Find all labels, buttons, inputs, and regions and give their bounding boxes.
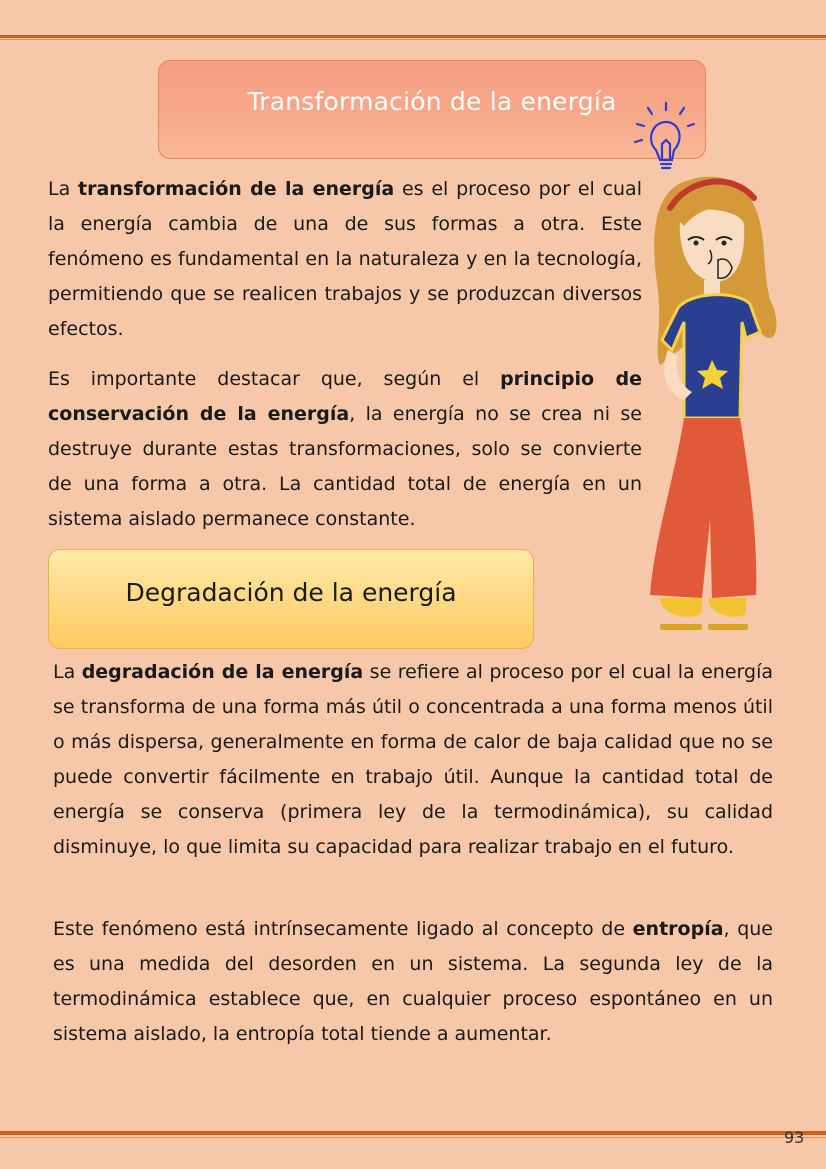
paragraph-degradation-definition: La degradación de la energía se refiere al proceso por el cual la energía se transforma de una forma más útil o concentrada a una forma menos útil o más dispersa, generalmente en forma de calor de baja calidad que no se puede convertir fácilmente en trabajo útil. Aunque la cantidad total de energía se conserva (primera ley de la termodinámica), su calidad disminuye, lo que limita su capacidad para realizar trabajo en el futuro. [53, 661, 773, 858]
paragraph-transformation-definition: La transformación de la energía es el proceso por el cual la energía cambia de una de sus formas a otra. Este fenómeno es fundamental en la naturaleza y en la tecnología, permitiendo que se realicen trabajos y se produzcan diversos efectos. [48, 178, 642, 340]
thinking-girl-illustration [632, 100, 782, 640]
bottom-rule-thin [0, 1137, 826, 1138]
bottom-rule [0, 1131, 826, 1135]
page-title: Transformación de la energía [158, 60, 706, 159]
paragraph-conservation-principle: Es importante destacar que, según el principio de conservación de la energía, la energía no se crea ni se destruye durante estas transformaciones, solo se convierte de una forma a otra. La cantidad total de energía en un sistema aislado permanece constante. [48, 368, 642, 530]
top-rule-thin [0, 39, 826, 40]
lightbulb-icon [635, 103, 694, 168]
top-rule [0, 35, 826, 38]
page-number: 93 [784, 1128, 805, 1147]
section-title-degradation: Degradación de la energía [48, 549, 534, 649]
paragraph-entropy: Este fenómeno está intrínsecamente ligado al concepto de entropía, que es una medida del desorden en un sistema. La segunda ley de la termodinámica establece que, en cualquier proceso espontáneo en un sistema aislado, la entropía total tiende a aumentar. [53, 918, 773, 1045]
